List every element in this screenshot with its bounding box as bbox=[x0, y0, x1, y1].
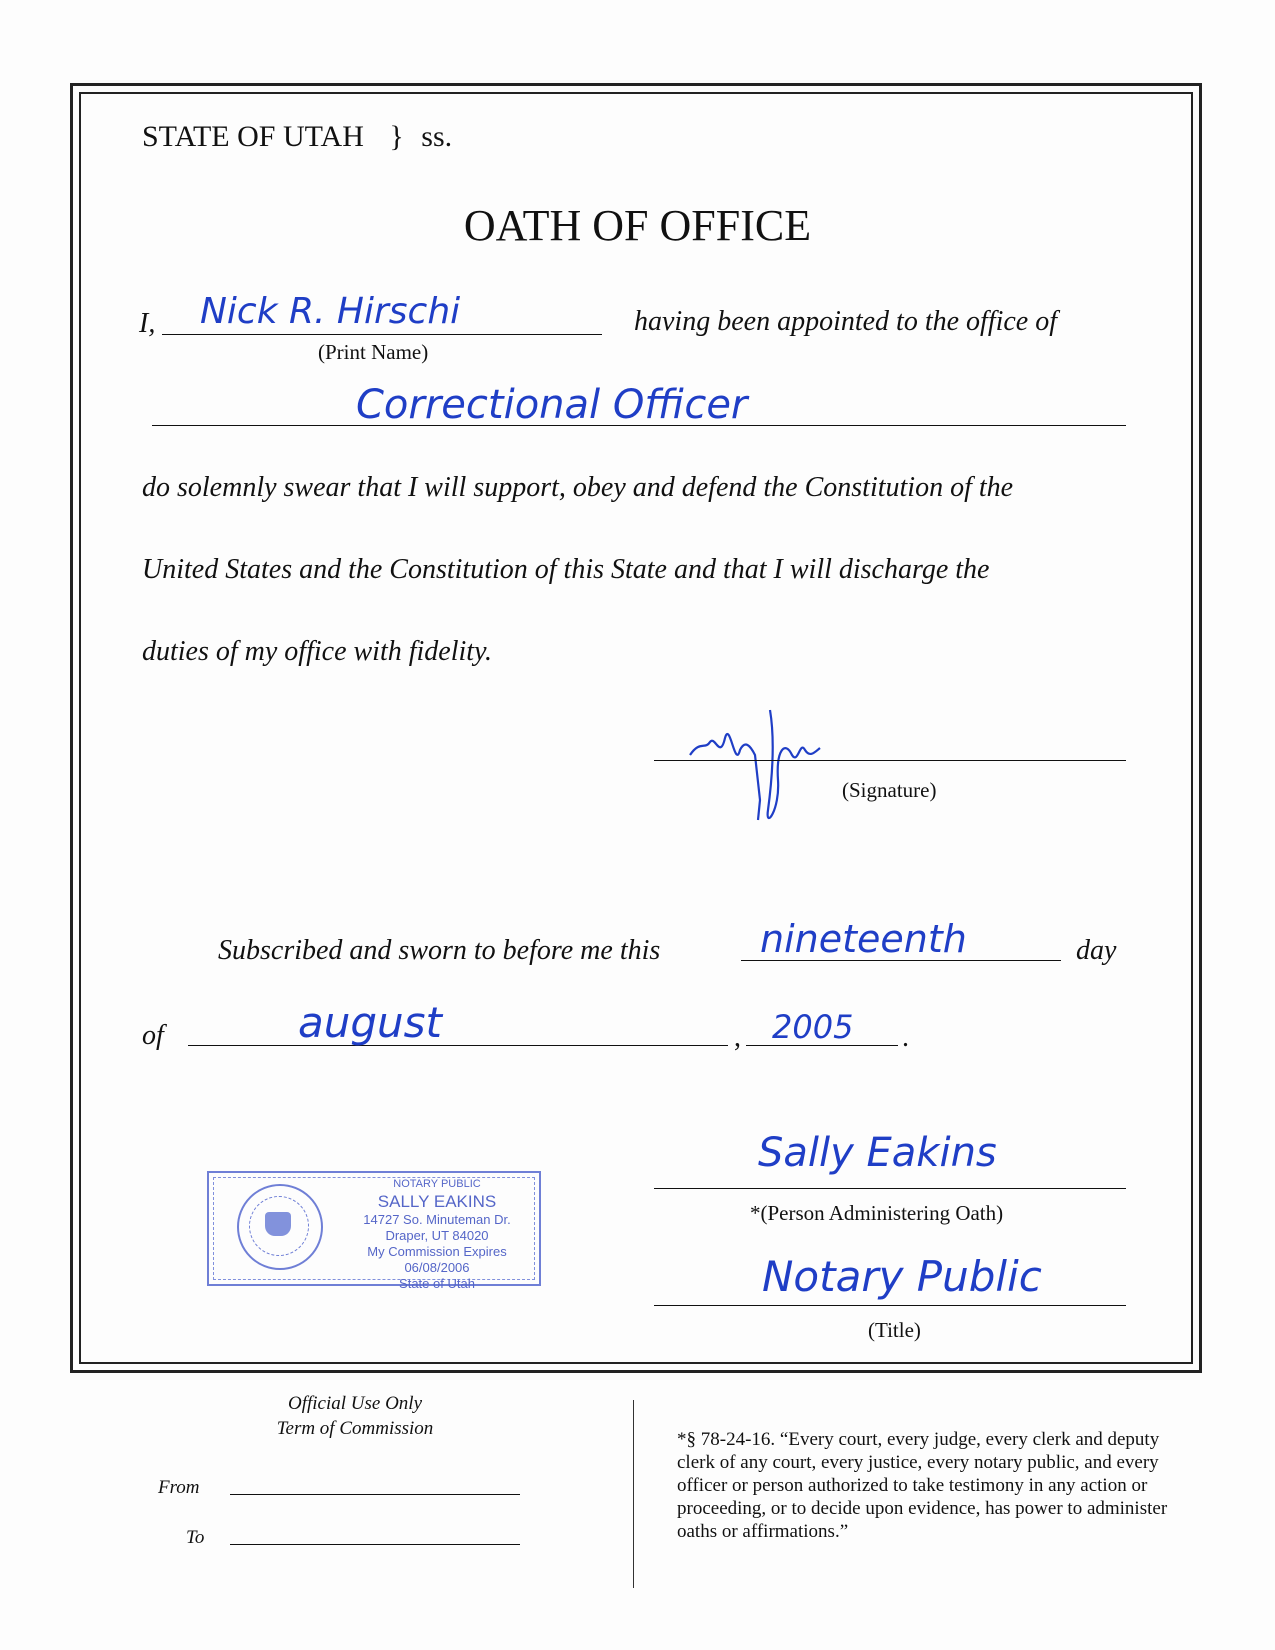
name-line bbox=[162, 334, 602, 335]
handwritten-title: Notary Public bbox=[762, 1252, 1042, 1301]
oath-paragraph-line-3: duties of my office with fidelity. bbox=[142, 636, 492, 667]
title-caption: (Title) bbox=[868, 1318, 921, 1342]
signature-line bbox=[654, 760, 1126, 761]
brace: } bbox=[389, 120, 404, 153]
oath-paragraph-line-2: United States and the Constitution of this State and that I will discharge the bbox=[142, 554, 990, 585]
signature-scribble bbox=[680, 680, 840, 830]
to-label: To bbox=[186, 1527, 205, 1548]
notary-stamp-text bbox=[337, 1176, 537, 1292]
state-name: STATE OF UTAH bbox=[142, 120, 364, 153]
oath-prefix: I, bbox=[139, 308, 156, 339]
stamp-line-state: State of Utah bbox=[399, 1276, 475, 1291]
term-of-commission-heading: Term of Commission bbox=[276, 1418, 434, 1439]
administrator-caption: *(Person Administering Oath) bbox=[750, 1201, 1004, 1225]
stamp-line-city: Draper, UT 84020 bbox=[385, 1228, 489, 1243]
statute-text: *§ 78-24-16. “Every court, every judge, every clerk and deputy clerk of any court, every justice, every notary public, and every officer or person authorized to take testimony in any action or proceeding, or to decide upon evidence, has power to administer oaths or affirmations.” bbox=[677, 1429, 1168, 1542]
from-line bbox=[230, 1494, 520, 1495]
date-period: . bbox=[902, 1022, 909, 1053]
ss-label: ss. bbox=[421, 120, 453, 153]
of-word: of bbox=[142, 1020, 164, 1051]
notary-stamp bbox=[207, 1171, 541, 1291]
handwritten-day: nineteenth bbox=[760, 917, 967, 961]
oath-paragraph-line-1: do solemnly swear that I will support, obey and defend the Constitution of the bbox=[142, 472, 1014, 503]
stamp-line-address: 14727 So. Minuteman Dr. bbox=[363, 1212, 511, 1227]
date-comma: , bbox=[734, 1022, 741, 1053]
day-word: day bbox=[1076, 935, 1117, 966]
administrator-line bbox=[654, 1188, 1126, 1189]
state-heading bbox=[142, 120, 452, 154]
from-label: From bbox=[158, 1477, 200, 1498]
month-line bbox=[188, 1045, 728, 1046]
handwritten-month: august bbox=[298, 998, 442, 1047]
handwritten-year: 2005 bbox=[772, 1008, 854, 1046]
print-name-caption: (Print Name) bbox=[318, 340, 429, 364]
page-title: OATH OF OFFICE bbox=[463, 201, 812, 250]
appointed-text: having been appointed to the office of bbox=[634, 306, 1058, 337]
stamp-line-notary-public: NOTARY PUBLIC bbox=[393, 1178, 481, 1190]
stamp-line-expiry: My Commission Expires 06/08/2006 bbox=[367, 1244, 507, 1275]
subscribed-text: Subscribed and sworn to before me this bbox=[218, 935, 661, 966]
column-divider bbox=[633, 1400, 634, 1588]
official-use-heading: Official Use Only bbox=[287, 1393, 423, 1414]
title-line bbox=[654, 1305, 1126, 1306]
to-line bbox=[230, 1544, 520, 1545]
signature-caption: (Signature) bbox=[842, 778, 937, 802]
handwritten-office: Correctional Officer bbox=[356, 382, 748, 428]
handwritten-administrator: Sally Eakins bbox=[758, 1130, 997, 1176]
handwritten-name: Nick R. Hirschi bbox=[200, 291, 461, 332]
state-seal-icon bbox=[237, 1184, 323, 1270]
stamp-line-name: SALLY EAKINS bbox=[377, 1192, 497, 1211]
